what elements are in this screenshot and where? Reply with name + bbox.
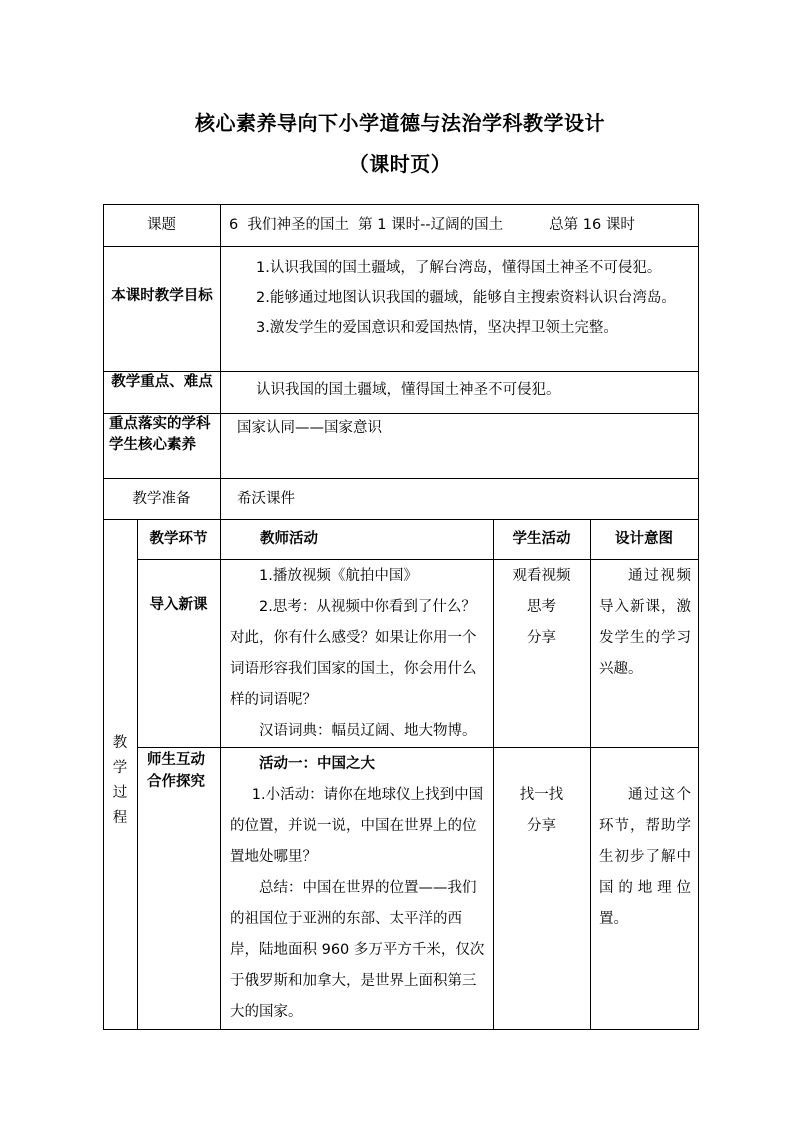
rule: [103, 246, 699, 247]
key-label: 教学重点、难点: [111, 374, 213, 390]
activity-title: 活动一：中国之大: [259, 756, 375, 772]
key-value: [227, 376, 695, 404]
rule: [103, 204, 104, 1030]
goal-item: 3.激发学生的爱国意识和爱国热情，坚决捍卫领土完整。: [256, 320, 618, 336]
student-activity-intro: [493, 561, 590, 654]
key-text: 认识我国的国土疆域，懂得国土神圣不可侵犯。: [256, 382, 561, 398]
intent-text: 通过视频导入新课，激发学生的学习兴趣。: [599, 568, 691, 677]
prep-label: 教学准备: [132, 491, 191, 507]
teacher-text: 2.思考：从视频中你看到了什么？对此，你有什么感受？如果让你用一个词语形容我们国家的国土，你会用什么样的词语呢？: [230, 599, 477, 708]
core-value: 国家认同——国家意识: [237, 420, 382, 436]
prep-value: 希沃课件: [237, 491, 295, 507]
rule: [590, 519, 591, 1030]
teacher-activity-explore: [230, 749, 488, 1028]
teacher-text: 1.播放视频《航拍中国》: [259, 568, 418, 584]
rule: [103, 204, 699, 205]
student-text: 分享: [527, 630, 556, 646]
core-label: 重点落实的学科学生核心素养: [109, 416, 211, 453]
intent-explore: [599, 780, 691, 935]
header-teacher: 教师活动: [260, 531, 318, 547]
teacher-text: 1.小活动：请你在地球仪上找到中国的位置，并说一说，中国在世界上的位置地处哪里？: [230, 787, 484, 865]
rule: [137, 559, 699, 560]
intent-text: 通过这个环节，帮助学生初步了解中国的地理位置。: [599, 787, 691, 927]
intent-intro: [599, 561, 691, 685]
process-side-label: 教学过程: [112, 735, 128, 826]
student-text: 观看视频: [512, 568, 571, 584]
rule: [698, 204, 699, 1030]
rule: [103, 1029, 699, 1030]
rule: [137, 747, 699, 748]
rule: [103, 519, 699, 520]
stage-explore: 师生互动合作探究: [147, 752, 205, 790]
rule: [220, 204, 221, 519]
header-student: 学生活动: [512, 531, 571, 547]
header-intent: 设计意图: [615, 531, 673, 547]
stage-intro: 导入新课: [149, 597, 208, 613]
goal-item: 1.认识我国的国土疆域，了解台湾岛，懂得国土神圣不可侵犯。: [256, 260, 662, 276]
topic-label: 课题: [147, 217, 176, 233]
student-text: 找一找: [519, 787, 564, 803]
teacher-activity-intro: [230, 561, 488, 747]
goals-label: 本课时教学目标: [111, 288, 213, 304]
header-stage: 教学环节: [149, 531, 208, 547]
goals-list: [227, 253, 695, 343]
rule: [103, 478, 699, 479]
teacher-text: 汉语词典：幅员辽阔、地大物博。: [259, 723, 477, 739]
topic-value: 6 我们神圣的国土 第 1 课时--辽阔的国土 总第 16 课时: [229, 217, 635, 233]
student-text: 思考: [527, 599, 556, 615]
document-subtitle: （课时页）: [348, 152, 452, 176]
document-title: 核心素养导向下小学道德与法治学科教学设计: [195, 111, 605, 135]
lesson-plan-table: [103, 204, 699, 1030]
goal-item: 2.能够通过地图认识我国的疆域，能够自主搜索资料认识台湾岛。: [256, 290, 676, 306]
student-text: 分享: [527, 818, 556, 834]
rule: [220, 519, 221, 1030]
student-activity-explore: [493, 780, 590, 842]
teacher-text: 总结：中国在世界的位置——我们的祖国位于亚洲的东部、太平洋的西岸，陆地面积 960 多万平方千米，仅次于俄罗斯和加拿大，是世界上面积第三大的国家。: [230, 880, 485, 1020]
